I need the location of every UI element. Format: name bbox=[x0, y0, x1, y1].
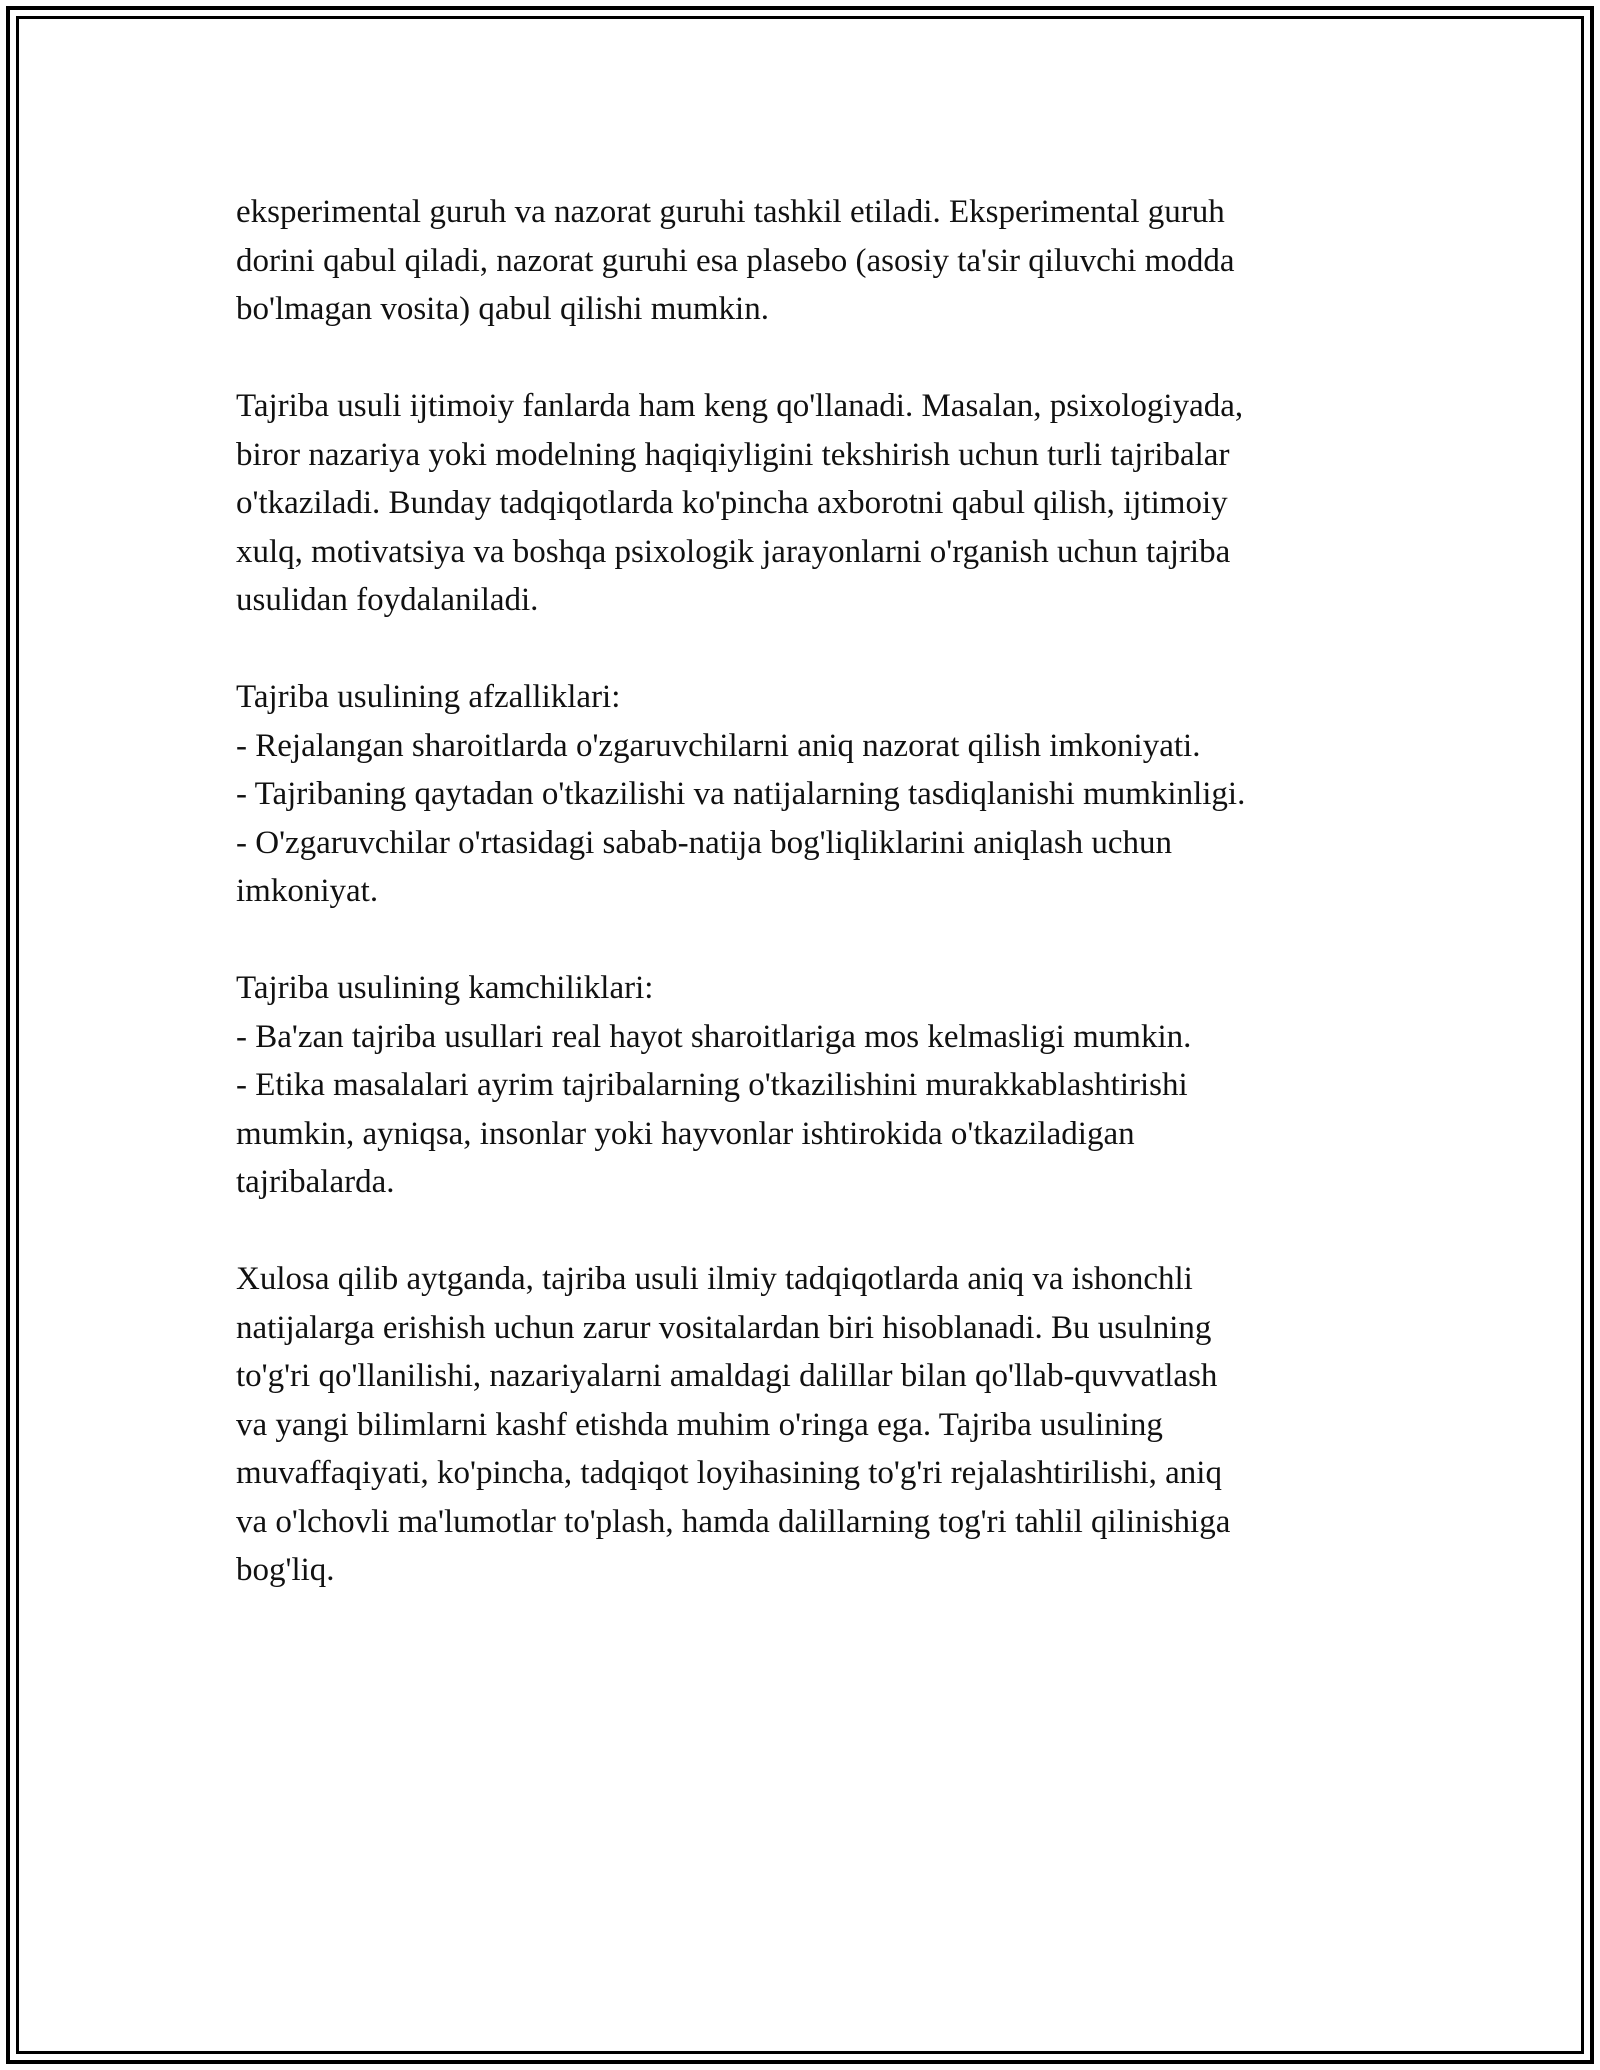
text-line: va yangi bilimlarni kashf etishda muhim o'ringa ega. Tajriba usulining bbox=[236, 1406, 1163, 1443]
paragraph-experiment-groups bbox=[236, 188, 1386, 334]
text-line: imkoniyat. bbox=[236, 873, 379, 909]
text-line: muvaffaqiyati, ko'pincha, tadqiqot loyihasining to'g'ri rejalashtirilishi, aniq bbox=[236, 1455, 1222, 1491]
disadvantages-list-item: - Ba'zan tajriba usullari real hayot sharoitlariga mos kelmasligi mumkin. bbox=[236, 1018, 1192, 1055]
disadvantages-heading: Tajriba usulining kamchiliklari: bbox=[236, 970, 654, 1006]
text-line: xulq, motivatsiya va boshqa psixologik jarayonlarni o'rganish uchun tajriba bbox=[236, 533, 1231, 570]
text-line: tajribalarda. bbox=[236, 1164, 395, 1200]
document-body bbox=[236, 188, 1386, 1595]
text-line: bo'lmagan vosita) qabul qilishi mumkin. bbox=[236, 291, 769, 327]
text-line: natijalarga erishish uchun zarur vositalardan biri hisoblanadi. Bu usulning bbox=[236, 1309, 1212, 1346]
text-line: bog'liq. bbox=[236, 1552, 335, 1588]
paragraph-conclusion bbox=[236, 1255, 1386, 1595]
text-line: o'tkaziladi. Bunday tadqiqotlarda ko'pincha axborotni qabul qilish, ijtimoiy bbox=[236, 485, 1228, 521]
disadvantages-list-item: - Etika masalalari ayrim tajribalarning o'tkazilishini murakkablashtirishi bbox=[236, 1067, 1188, 1103]
text-line: eksperimental guruh va nazorat guruhi tashkil etiladi. Eksperimental guruh bbox=[236, 194, 1225, 230]
text-line: dorini qabul qiladi, nazorat guruhi esa plasebo (asosiy ta'sir qiluvchi modda bbox=[236, 242, 1235, 279]
text-line: mumkin, ayniqsa, insonlar yoki hayvonlar ishtirokida o'tkaziladigan bbox=[236, 1115, 1135, 1152]
advantages-heading: Tajriba usulining afzalliklari: bbox=[236, 679, 621, 715]
paragraph-advantages bbox=[236, 673, 1386, 916]
text-line: biror nazariya yoki modelning haqiqiyligini tekshirish uchun turli tajribalar bbox=[236, 436, 1230, 473]
advantages-list-item: - O'zgaruvchilar o'rtasidagi sabab-natija bog'liqliklarini aniqlash uchun bbox=[236, 824, 1173, 861]
advantages-list-item: - Rejalangan sharoitlarda o'zgaruvchilarni aniq nazorat qilish imkoniyati. bbox=[236, 727, 1201, 764]
text-line: to'g'ri qo'llanilishi, nazariyalarni amaldagi dalillar bilan qo'llab-quvvatlash bbox=[236, 1358, 1218, 1394]
advantages-list-item: - Tajribaning qaytadan o'tkazilishi va natijalarning tasdiqlanishi mumkinligi. bbox=[236, 776, 1246, 812]
text-line: Xulosa qilib aytganda, tajriba usuli ilmiy tadqiqotlarda aniq va ishonchli bbox=[236, 1261, 1193, 1297]
text-line: Tajriba usuli ijtimoiy fanlarda ham keng qo'llanadi. Masalan, psixologiyada, bbox=[236, 388, 1244, 424]
text-line: va o'lchovli ma'lumotlar to'plash, hamda dalillarning tog'ri tahlil qilinishiga bbox=[236, 1503, 1231, 1540]
paragraph-social-sciences bbox=[236, 382, 1386, 625]
text-line: usulidan foydalaniladi. bbox=[236, 582, 539, 618]
paragraph-disadvantages bbox=[236, 964, 1386, 1207]
